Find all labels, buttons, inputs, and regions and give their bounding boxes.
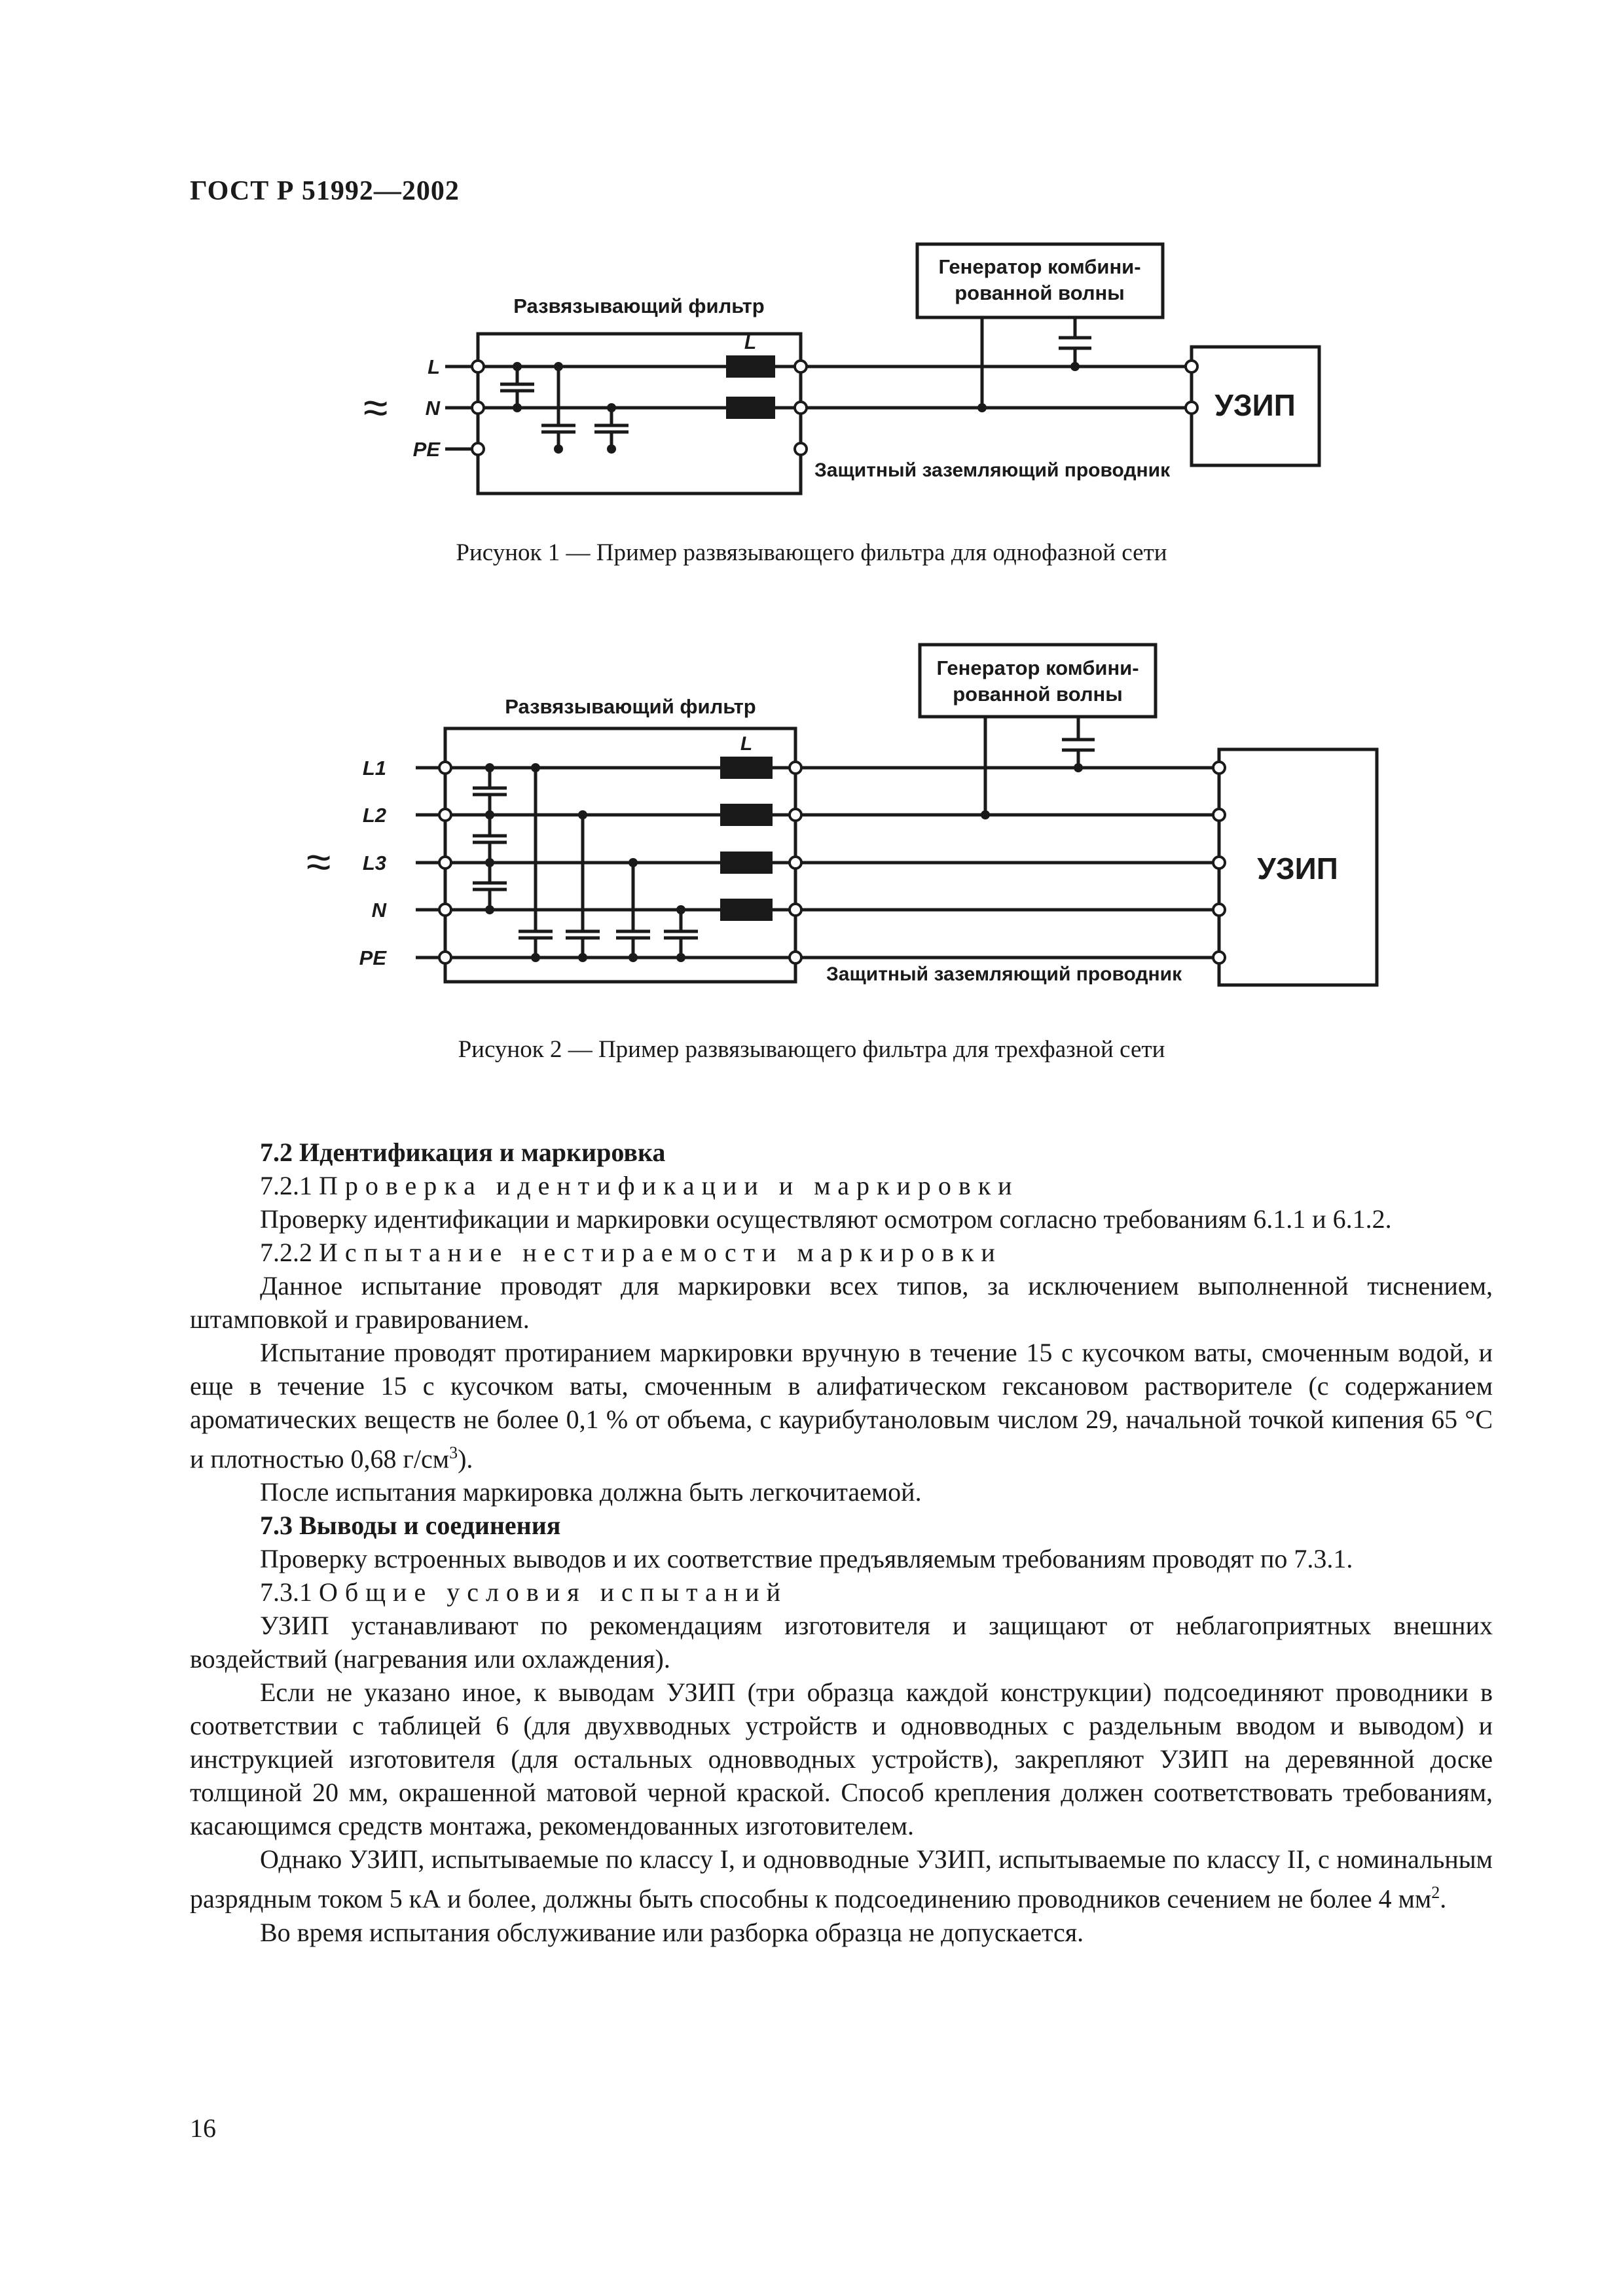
section-title: Проверка идентификации и маркировки bbox=[319, 1171, 1019, 1200]
generator-label-2: рованной волны bbox=[955, 281, 1125, 304]
inductor-label: L bbox=[740, 733, 753, 755]
section-number: 7.2.2 bbox=[260, 1238, 312, 1267]
inductor-n bbox=[726, 397, 775, 419]
generator-label-2: рованной волны bbox=[953, 683, 1123, 706]
section-7-3-1-heading bbox=[190, 1575, 1493, 1609]
figure-1-single-phase-filter bbox=[0, 236, 1623, 524]
section-7-3-heading: 7.3 Выводы и соединения bbox=[260, 1511, 561, 1541]
superscript: 2 bbox=[1431, 1883, 1440, 1903]
section-7-2-heading: 7.2 Идентификация и маркировка bbox=[260, 1138, 666, 1167]
line-label-l3: L3 bbox=[362, 852, 386, 874]
paragraph: Проверку идентификации и маркировки осуществляют осмотром согласно требованиям 6.1.1 и 6.1.2. bbox=[260, 1204, 1392, 1234]
paragraph: Проверку встроенных выводов и их соответствие предъявляемым требованиям проводят по 7.3.1. bbox=[260, 1544, 1353, 1574]
figure-2-caption: Рисунок 2 — Пример развязывающего фильтра для трехфазной сети bbox=[458, 1036, 1165, 1063]
page-number: 16 bbox=[190, 2113, 216, 2143]
line-label-pe: PE bbox=[412, 438, 440, 461]
inductor-n bbox=[720, 899, 773, 921]
inductor-l2 bbox=[720, 804, 773, 826]
paragraph: Данное испытание проводят для маркировки всех типов, за исключением выполненной тиснением, штамповкой и гравированием. bbox=[190, 1271, 1493, 1334]
line-label-n: N bbox=[425, 397, 440, 420]
section-number: 7.3.1 bbox=[260, 1577, 312, 1607]
body-text bbox=[190, 1136, 1493, 1949]
section-7-2-2-heading bbox=[190, 1236, 1493, 1269]
spd-label: УЗИП bbox=[1257, 852, 1338, 886]
figure-1-caption: Рисунок 1 — Пример развязывающего фильтра для однофазной сети bbox=[456, 539, 1167, 566]
section-number: 7.2.1 bbox=[260, 1171, 312, 1200]
superscript: 3 bbox=[449, 1443, 458, 1462]
paragraph: УЗИП устанавливают по рекомендациям изготовителя и защищают от неблагоприятных внешних воздействий (нагревания или охлаждения). bbox=[190, 1611, 1493, 1674]
spd-label: УЗИП bbox=[1214, 388, 1296, 422]
inductor-l bbox=[726, 355, 775, 378]
paragraph-text: . bbox=[1440, 1884, 1447, 1914]
ground-label: Защитный заземляющий проводник bbox=[826, 963, 1182, 985]
figure-2-three-phase-filter bbox=[0, 641, 1623, 1008]
section-7-2-1-heading bbox=[190, 1169, 1493, 1202]
document-header: ГОСТ Р 51992—2002 bbox=[190, 176, 460, 206]
generator-label-1: Генератор комбини- bbox=[936, 656, 1139, 679]
line-label-n: N bbox=[371, 899, 386, 922]
line-label-pe: PE bbox=[359, 946, 386, 969]
ac-symbol: ≈ bbox=[363, 383, 388, 433]
line-label-l: L bbox=[428, 355, 440, 378]
filter-label: Развязывающий фильтр bbox=[505, 695, 756, 718]
generator-label-1: Генератор комбини- bbox=[938, 255, 1141, 278]
section-title: Общие условия испытаний bbox=[319, 1577, 788, 1607]
inductor-label: L bbox=[744, 332, 757, 353]
paragraph-text: Испытание проводят протиранием маркировки вручную в течение 15 с кусочком ваты, смоченным водой, и еще в течение 15 с кусочком ваты, смоченным в алифатическом гексановом растворителе (с содержанием ароматических веществ не более 0,1 % от объема, с каурибутаноловым числом 29, начальной точкой кипения 65 °С и плотностью 0,68 г/см bbox=[190, 1338, 1493, 1474]
section-title: Испытание нестираемости маркировки bbox=[319, 1238, 1002, 1267]
line-label-l2: L2 bbox=[362, 804, 386, 827]
ac-symbol: ≈ bbox=[306, 837, 331, 887]
inductor-l1 bbox=[720, 757, 773, 779]
line-label-l1: L1 bbox=[362, 757, 386, 780]
paragraph: Если не указано иное, к выводам УЗИП (три образца каждой конструкции) подсоединяют проводники в соответствии с таблицей 6 (для двухвводных устройств и одновводных с раздельным вводом и выводом) и инструкцией изготовителя (для остальных одновводных устройств), закрепляют УЗИП на деревянной доске толщиной 20 мм, окрашенной матовой черной краской. Способ крепления должен соответствовать требованиям, касающимся средств монтажа, рекомендованных изготовителем. bbox=[190, 1677, 1493, 1841]
paragraph: Во время испытания обслуживание или разборка образца не допускается. bbox=[260, 1917, 1084, 1947]
paragraph-text: Однако УЗИП, испытываемые по классу I, и одновводные УЗИП, испытываемые по классу II, с номинальным разрядным током 5 кА и более, должны быть способны к подсоединению проводников сечением не более 4 мм bbox=[190, 1844, 1493, 1914]
ground-label: Защитный заземляющий проводник bbox=[814, 459, 1171, 481]
generator-box bbox=[920, 645, 1156, 717]
paragraph-text: ). bbox=[458, 1444, 473, 1474]
paragraph bbox=[190, 1336, 1493, 1475]
inductor-l3 bbox=[720, 852, 773, 874]
paragraph: После испытания маркировка должна быть легкочитаемой. bbox=[260, 1477, 922, 1507]
paragraph bbox=[190, 1842, 1493, 1915]
filter-label: Развязывающий фильтр bbox=[513, 295, 765, 317]
